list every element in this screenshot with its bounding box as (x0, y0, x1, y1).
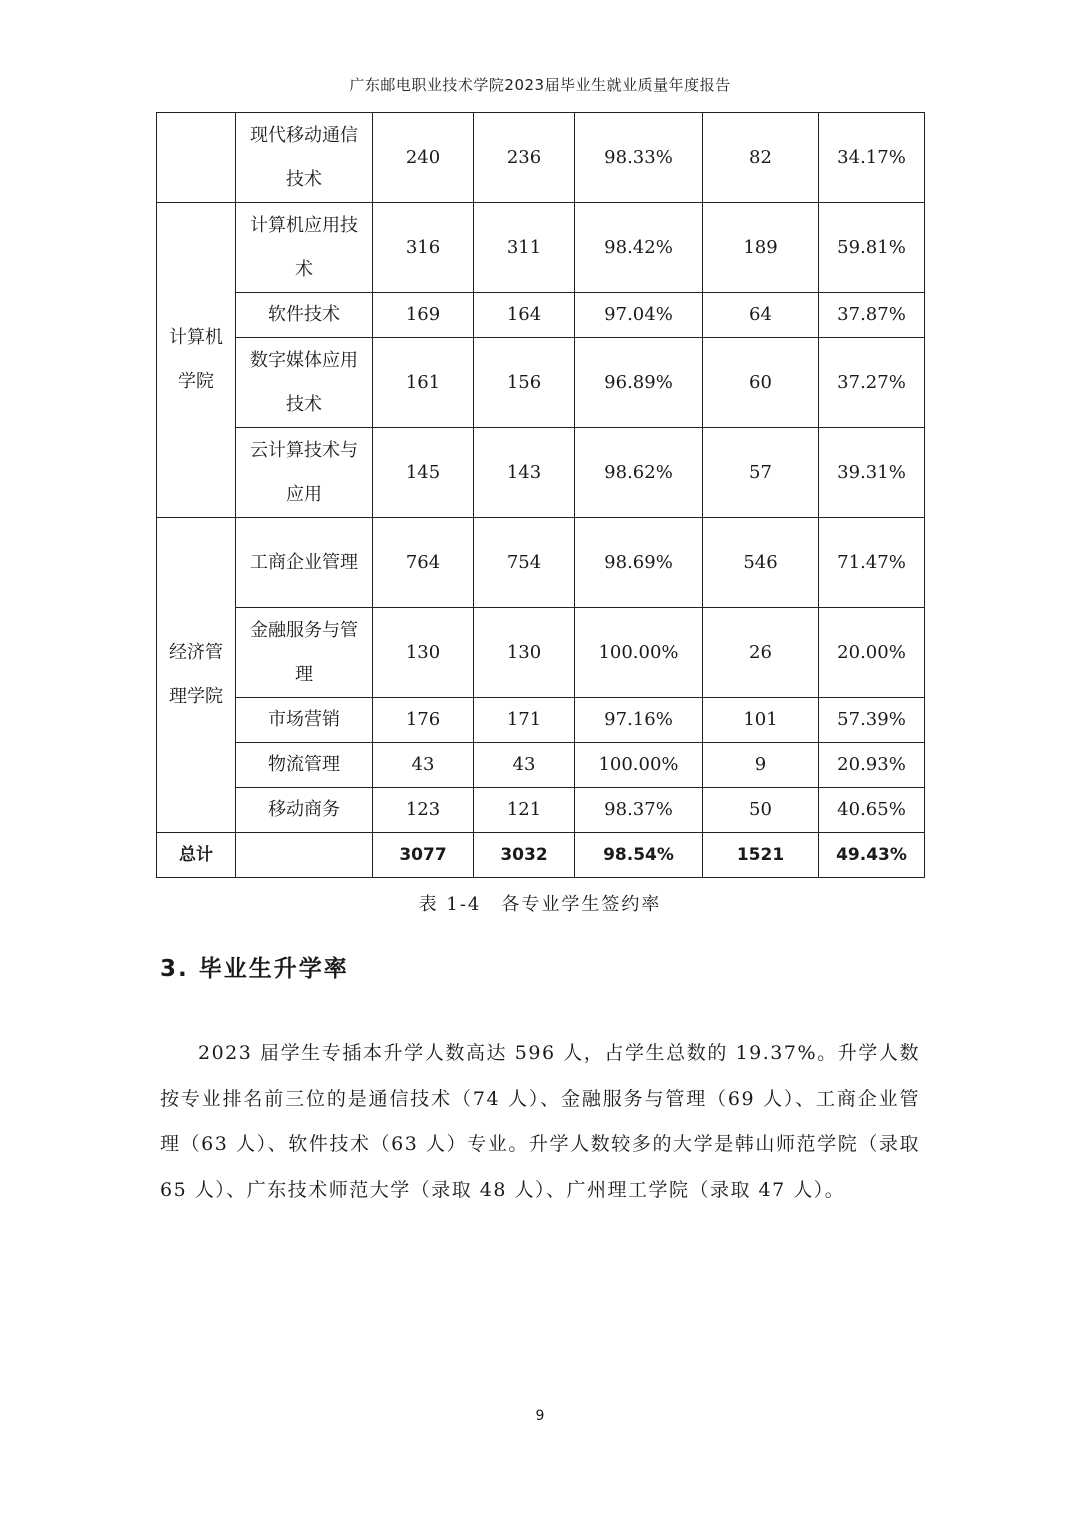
total-graduates-cell: 3077 (373, 833, 474, 878)
signing-rate-table (156, 112, 925, 878)
table-row (157, 698, 925, 743)
employment-rate-cell: 98.33% (575, 113, 703, 203)
employment-rate-cell: 98.69% (575, 518, 703, 608)
signing-rate-cell: 39.31% (819, 428, 925, 518)
employment-rate-cell: 100.00% (575, 608, 703, 698)
signing-rate-cell: 57.39% (819, 698, 925, 743)
employed-cell: 236 (474, 113, 575, 203)
graduates-cell: 43 (373, 743, 474, 788)
total-major-cell (236, 833, 373, 878)
major-cell: 现代移动通信技术 (236, 113, 373, 203)
employment-rate-cell: 98.37% (575, 788, 703, 833)
signing-rate-cell: 20.00% (819, 608, 925, 698)
total-employed-cell: 3032 (474, 833, 575, 878)
major-cell: 移动商务 (236, 788, 373, 833)
employment-rate-cell: 98.62% (575, 428, 703, 518)
total-label-cell: 总计 (157, 833, 236, 878)
employed-cell: 171 (474, 698, 575, 743)
employed-cell: 311 (474, 203, 575, 293)
employed-cell: 43 (474, 743, 575, 788)
signed-cell: 101 (703, 698, 819, 743)
major-cell: 工商企业管理 (236, 518, 373, 608)
table-caption: 表 1-4 各专业学生签约率 (418, 894, 662, 915)
major-cell: 市场营销 (236, 698, 373, 743)
major-cell: 云计算技术与应用 (236, 428, 373, 518)
graduates-cell: 240 (373, 113, 474, 203)
signed-cell: 50 (703, 788, 819, 833)
signing-rate-cell: 20.93% (819, 743, 925, 788)
employment-rate-cell: 96.89% (575, 338, 703, 428)
employed-cell: 143 (474, 428, 575, 518)
employed-cell: 130 (474, 608, 575, 698)
body-paragraph: 2023 届学生专插本升学人数高达 596 人，占学生总数的 19.37%。升学人数按专业排名前三位的是通信技术（74 人）、金融服务与管理（69 人）、工商企业管理（63 人）、软件技术（63 人）专业。升学人数较多的大学是韩山师范学院（录取 65 人）、广东技术师范大学（录取 48 人）、广州理工学院（录取 47 人）。 (160, 1042, 920, 1201)
total-row (157, 833, 925, 878)
signed-cell: 64 (703, 293, 819, 338)
page-number: 9 (535, 1408, 545, 1424)
college-cell (157, 113, 236, 203)
signed-cell: 82 (703, 113, 819, 203)
graduates-cell: 123 (373, 788, 474, 833)
employment-rate-cell: 97.04% (575, 293, 703, 338)
total-signing-rate-cell: 49.43% (819, 833, 925, 878)
graduates-cell: 176 (373, 698, 474, 743)
employment-rate-cell: 100.00% (575, 743, 703, 788)
table-row (157, 743, 925, 788)
employed-cell: 754 (474, 518, 575, 608)
signed-cell: 60 (703, 338, 819, 428)
employed-cell: 121 (474, 788, 575, 833)
signing-rate-cell: 34.17% (819, 113, 925, 203)
table-row (157, 113, 925, 203)
graduates-cell: 316 (373, 203, 474, 293)
employed-cell: 164 (474, 293, 575, 338)
graduates-cell: 145 (373, 428, 474, 518)
total-employment-rate-cell: 98.54% (575, 833, 703, 878)
signed-cell: 546 (703, 518, 819, 608)
major-cell: 软件技术 (236, 293, 373, 338)
employment-rate-cell: 98.42% (575, 203, 703, 293)
table-row (157, 203, 925, 293)
table-row (157, 518, 925, 608)
table-row (157, 338, 925, 428)
table-row (157, 293, 925, 338)
table-row (157, 788, 925, 833)
signing-rate-cell: 37.87% (819, 293, 925, 338)
graduates-cell: 130 (373, 608, 474, 698)
major-cell: 数字媒体应用技术 (236, 338, 373, 428)
signing-rate-cell: 37.27% (819, 338, 925, 428)
table-row (157, 608, 925, 698)
table-row (157, 428, 925, 518)
signed-cell: 57 (703, 428, 819, 518)
signing-rate-cell: 71.47% (819, 518, 925, 608)
signed-cell: 189 (703, 203, 819, 293)
total-signed-cell: 1521 (703, 833, 819, 878)
employment-rate-cell: 97.16% (575, 698, 703, 743)
page-header-title: 广东邮电职业技术学院2023届毕业生就业质量年度报告 (349, 76, 731, 94)
graduates-cell: 169 (373, 293, 474, 338)
major-cell: 计算机应用技术 (236, 203, 373, 293)
graduates-cell: 764 (373, 518, 474, 608)
section-heading: 3. 毕业生升学率 (160, 956, 349, 982)
major-cell: 物流管理 (236, 743, 373, 788)
signed-cell: 9 (703, 743, 819, 788)
signing-rate-cell: 59.81% (819, 203, 925, 293)
major-cell: 金融服务与管理 (236, 608, 373, 698)
college-cell: 经济管理学院 (157, 518, 236, 833)
graduates-cell: 161 (373, 338, 474, 428)
signed-cell: 26 (703, 608, 819, 698)
college-cell: 计算机学院 (157, 203, 236, 518)
signing-rate-cell: 40.65% (819, 788, 925, 833)
employed-cell: 156 (474, 338, 575, 428)
